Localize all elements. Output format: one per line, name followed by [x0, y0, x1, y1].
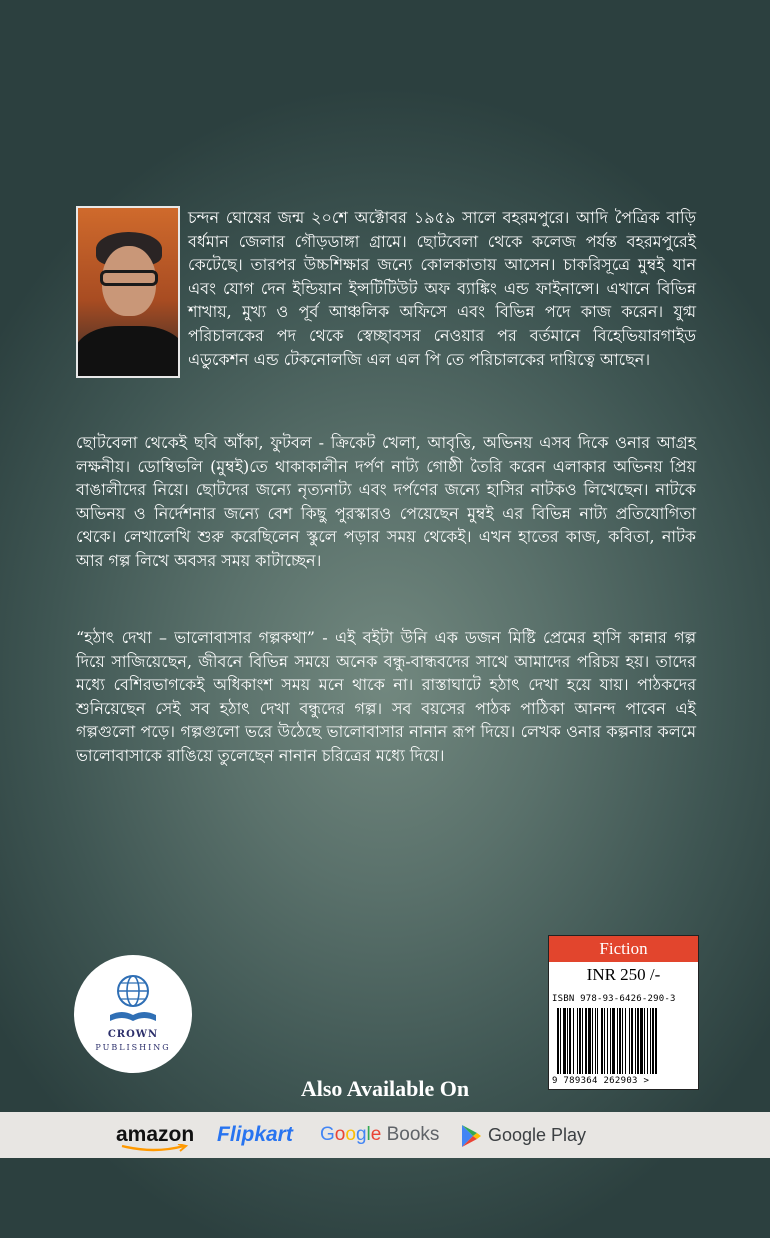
barcode-bar [604, 1008, 605, 1074]
barcode-bar [652, 1008, 654, 1074]
stores-band [0, 1112, 770, 1158]
barcode-bar [585, 1008, 587, 1074]
barcode-bar [640, 1008, 643, 1074]
barcode-bar [601, 1008, 603, 1074]
amazon-smile-icon [120, 1144, 190, 1152]
author-bio-paragraph: চন্দন ঘোষের জন্ম ২০শে অক্টোবর ১৯৫৯ সালে বহরমপুরে। আদি পৈত্রিক বাড়ি বর্ধমান জেলার গৌড়ডাঙ্গা গ্রামে। ছোটবেলা থেকে কলেজ পর্যন্ত বহরমপুরেই কেটেছে। তারপর উচ্চশিক্ষার জন্যে কোলকাতায় আসেন। চাকরিসূত্রে মুম্বই যান এবং যোগ দেন ইন্ডিয়ান ইন্সটিটিউট অফ ব্যাঙ্কিং এন্ড ফাইনান্সে। এখানে বিভিন্ন শাখায়, মুখ্য ও পূর্ব আঞ্চলিক অফিসে এবং বিভিন্ন পদে কাজ করেন। যুগ্ম পরিচালকের পদ থেকে স্বেচ্ছাবসর নেওয়ার পর বর্তমানে বিহেভিয়ারগাইড এডুকেশন এন্ড টেকনোলজি এল এল পি তে পরিচালকের দায়িত্বে আছেন। [188, 208, 696, 369]
barcode-bar [560, 1008, 561, 1074]
author-photo [76, 206, 180, 378]
barcode-bar [610, 1008, 611, 1074]
barcode-bar [617, 1008, 618, 1074]
amazon-logo[interactable]: amazon [116, 1122, 194, 1150]
barcode-bar [582, 1008, 583, 1074]
flipkart-logo[interactable]: Flipkart [217, 1123, 293, 1146]
barcode-bar [595, 1008, 596, 1074]
barcode-bar [569, 1008, 571, 1074]
barcode-bar [650, 1008, 651, 1074]
barcode-bar [655, 1008, 657, 1074]
barcode-digits: 9 789364 262903 > [552, 1076, 650, 1086]
barcode-bar [592, 1008, 593, 1074]
author-hobbies-paragraph: ছোটবেলা থেকেই ছবি আঁকা, ফুটবল - ক্রিকেট খেলা, আবৃত্তি, অভিনয় এসব দিকে ওনার আগ্রহ লক্ষনীয়। ডোম্বিভলি (মুম্বই)তে থাকাকালীন দর্পণ নাট্য গোষ্ঠী তৈরি করেন এলাকার অভিনয় প্রিয় বাঙালীদের নিয়ে। ছোটদের জন্যে নৃত্যনাট্য এবং দর্পণের জন্যে হাসির নাটকও লিখেছেন। নাটকে অভিনয় ও নির্দেশনার জন্যে বেশ কিছু পুরস্কারও পেয়েছেন মুম্বই এর বিভিন্ন নাট্য প্রতিযোগিতা থেকে। লেখালেখি শুরু করেছিলেন স্কুলে পড়ার সময় থেকেই। এখন হাতের কাজ, কবিতা, নাটক আর গল্প লিখে অবসর সময় কাটাচ্ছেন। [76, 433, 696, 570]
barcode-bar [644, 1008, 645, 1074]
publisher-name: CROWN [107, 1029, 159, 1040]
google-books-logo[interactable]: Google Books [320, 1124, 440, 1145]
barcode-bar [647, 1008, 648, 1074]
barcode-bar [619, 1008, 621, 1074]
barcode [555, 1008, 693, 1074]
also-available-title: Also Available On [300, 1076, 470, 1101]
publisher-logo [74, 955, 192, 1073]
barcode-bar [577, 1008, 578, 1074]
play-store-icon [460, 1124, 482, 1148]
price-barcode-box [548, 935, 699, 1090]
globe-book-icon [74, 955, 192, 1073]
barcode-bar [557, 1008, 559, 1074]
barcode-bar [612, 1008, 615, 1074]
book-summary-paragraph: “হঠাৎ দেখা – ভালোবাসার গল্পকথা” - এই বইটা উনি এক ডজন মিষ্টি প্রেমের হাসি কান্নার গল্প দিয়ে সাজিয়েছেন, জীবনে বিভিন্ন সময়ে অনেক বন্ধু-বান্ধবদের সাথে আমাদের পরিচয় হয়। তাদের মধ্যে বেশিরভাগকেই অধিকাংশ সময় মনে থাকে না। রাস্তাঘাটে হঠাৎ দেখা হয়ে যায়। পাঠকদের শুনিয়েছেন সেই সব হঠাৎ দেখা বন্ধুদের গল্প। সব বয়সের পাঠক পাঠিকা আনন্দ পাবেন এই গল্পগুলো পড়ে। গল্পগুলো ভরে উঠেছে ভালোবাসার নানান রূপ দিয়ে। লেখক ওনার কল্পনার কলমে ভালোবাসাকে রাঙিয়ে তুলেছেন নানান চরিত্রের মধ্যে দিয়ে। [76, 628, 696, 765]
barcode-bar [629, 1008, 630, 1074]
barcode-bar [588, 1008, 591, 1074]
barcode-bar [563, 1008, 566, 1074]
google-play-logo[interactable]: Google Play [460, 1122, 586, 1150]
barcode-bar [635, 1008, 636, 1074]
barcode-bar [631, 1008, 633, 1074]
barcode-bar [637, 1008, 639, 1074]
barcode-bar [573, 1008, 574, 1074]
publisher-tagline: PUBLISHING [95, 1043, 171, 1052]
barcode-bar [607, 1008, 608, 1074]
author-bio-block [76, 206, 696, 382]
barcode-bar [622, 1008, 623, 1074]
genre-label: Fiction [549, 936, 698, 962]
barcode-bar [567, 1008, 568, 1074]
barcode-bar [597, 1008, 598, 1074]
barcode-bar [579, 1008, 581, 1074]
barcode-bar [625, 1008, 626, 1074]
isbn-text: ISBN 978-93-6426-290-3 [552, 994, 676, 1004]
price-label: INR 250 /- [586, 965, 661, 984]
